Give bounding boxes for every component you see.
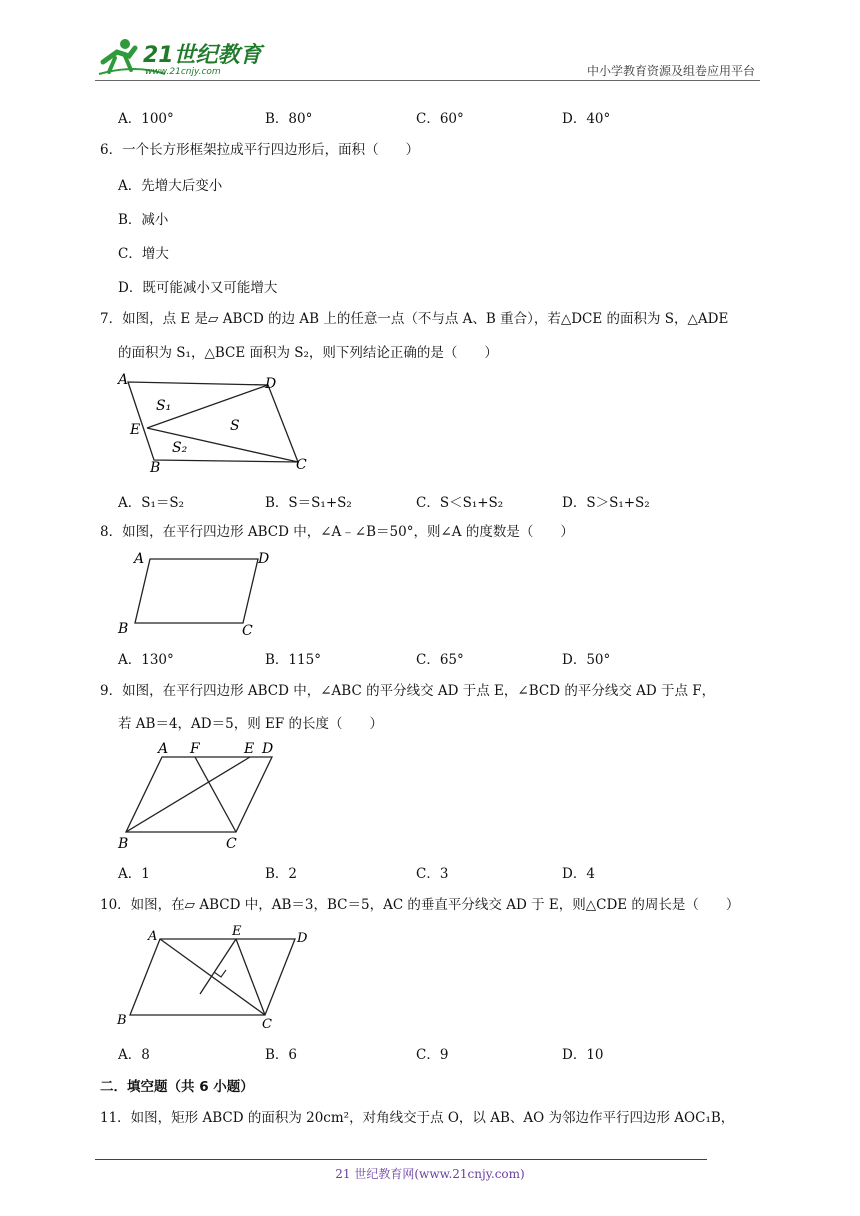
q6-option-a: A．先增大后变小 [118, 178, 223, 194]
q10-label-c: C [262, 1017, 272, 1032]
q8-label-c: C [242, 623, 253, 639]
q10-label-d: D [297, 931, 308, 946]
q8-option-c: C．65° [416, 652, 464, 668]
q10-option-b: B．6 [265, 1047, 298, 1063]
q9-label-b: B [118, 836, 129, 852]
q10-option-c: C．9 [416, 1047, 449, 1063]
q9-stem-line1: 9．如图，在平行四边形 ABCD 中，∠ABC 的平分线交 AD 于点 E，∠BCD 的平分线交 AD 于点 F， [100, 683, 716, 699]
q10-label-b: B [117, 1013, 127, 1028]
q9-label-a: A [158, 741, 169, 757]
logo-title: 21世纪教育 [143, 43, 262, 68]
footer-text: 21 世纪教育网(www.21cnjy.com) [335, 1167, 525, 1181]
q11-stem: 11．如图，矩形 ABCD 的面积为 20cm²，对角线交于点 O，以 AB、AO 为邻边作平行四边形 AOC₁B， [100, 1110, 735, 1126]
q6-option-b: B．减小 [118, 212, 169, 228]
q9-option-a: A．1 [118, 866, 150, 882]
header-platform-name: 中小学教育资源及组卷应用平台 [586, 64, 755, 78]
q5-option-b: B．80° [265, 111, 313, 127]
q7-option-a: A．S₁＝S₂ [118, 495, 185, 511]
q7-stem-line1: 7．如图，点 E 是▱ ABCD 的边 AB 上的任意一点（不与点 A、B 重合），若△DCE 的面积为 S，△ADE [100, 311, 729, 327]
q6-option-d: D．既可能减小又可能增大 [118, 280, 278, 296]
q7-label-c: C [296, 457, 307, 473]
q8-label-d: D [258, 551, 270, 567]
q6-option-c: C．增大 [118, 246, 169, 262]
q7-stem-line2: 的面积为 S₁，△BCE 面积为 S₂，则下列结论正确的是（ ） [118, 345, 498, 361]
q7-label-e: E [130, 422, 141, 438]
q8-option-b: B．115° [265, 652, 321, 668]
q7-option-c: C．S＜S₁+S₂ [416, 495, 504, 511]
footer-divider [95, 1159, 707, 1160]
q9-option-c: C．3 [416, 866, 449, 882]
q8-option-d: D．50° [562, 652, 611, 668]
header-divider [95, 80, 760, 81]
q7-label-a: A [118, 372, 129, 388]
q9-label-f: F [190, 741, 200, 757]
q10-figure [110, 918, 320, 1037]
q7-label-s2: S₂ [172, 440, 188, 456]
q9-label-d: D [262, 741, 274, 757]
section-heading: 二．填空题（共 6 小题） [100, 1079, 254, 1095]
q8-stem: 8．如图，在平行四边形 ABCD 中，∠A﹣∠B＝50°，则∠A 的度数是（ ） [100, 524, 574, 540]
q8-label-a: A [134, 551, 145, 567]
q9-label-c: C [226, 836, 237, 852]
q8-figure [110, 545, 280, 644]
q5-option-d: D．40° [562, 111, 611, 127]
q9-figure [110, 738, 290, 857]
logo-url: www.21cnjy.com [145, 67, 221, 77]
q5-option-c: C．60° [416, 111, 464, 127]
site-logo [95, 34, 265, 80]
q10-stem: 10．如图，在▱ ABCD 中，AB＝3，BC＝5，AC 的垂直平分线交 AD 于 E，则△CDE 的周长是（ ） [100, 897, 740, 913]
q6-stem: 6．一个长方形框架拉成平行四边形后，面积（ ） [100, 142, 420, 158]
q10-option-d: D．10 [562, 1047, 604, 1063]
q7-option-b: B．S＝S₁+S₂ [265, 495, 352, 511]
q9-option-b: B．2 [265, 866, 298, 882]
q10-label-a: A [148, 929, 158, 944]
q7-option-d: D．S＞S₁+S₂ [562, 495, 650, 511]
q5-option-a: A．100° [118, 111, 174, 127]
q7-label-b: B [150, 460, 161, 475]
q7-label-d: D [265, 376, 277, 392]
q7-label-s: S [230, 418, 240, 434]
q7-label-s1: S₁ [156, 398, 172, 414]
q10-label-e: E [232, 924, 242, 939]
q8-label-b: B [118, 621, 129, 637]
q9-option-d: D．4 [562, 866, 595, 882]
q10-option-a: A．8 [118, 1047, 150, 1063]
q9-label-e: E [244, 741, 255, 757]
q7-figure [110, 370, 320, 479]
q8-option-a: A．130° [118, 652, 174, 668]
q9-stem-line2: 若 AB＝4，AD＝5，则 EF 的长度（ ） [118, 716, 384, 732]
